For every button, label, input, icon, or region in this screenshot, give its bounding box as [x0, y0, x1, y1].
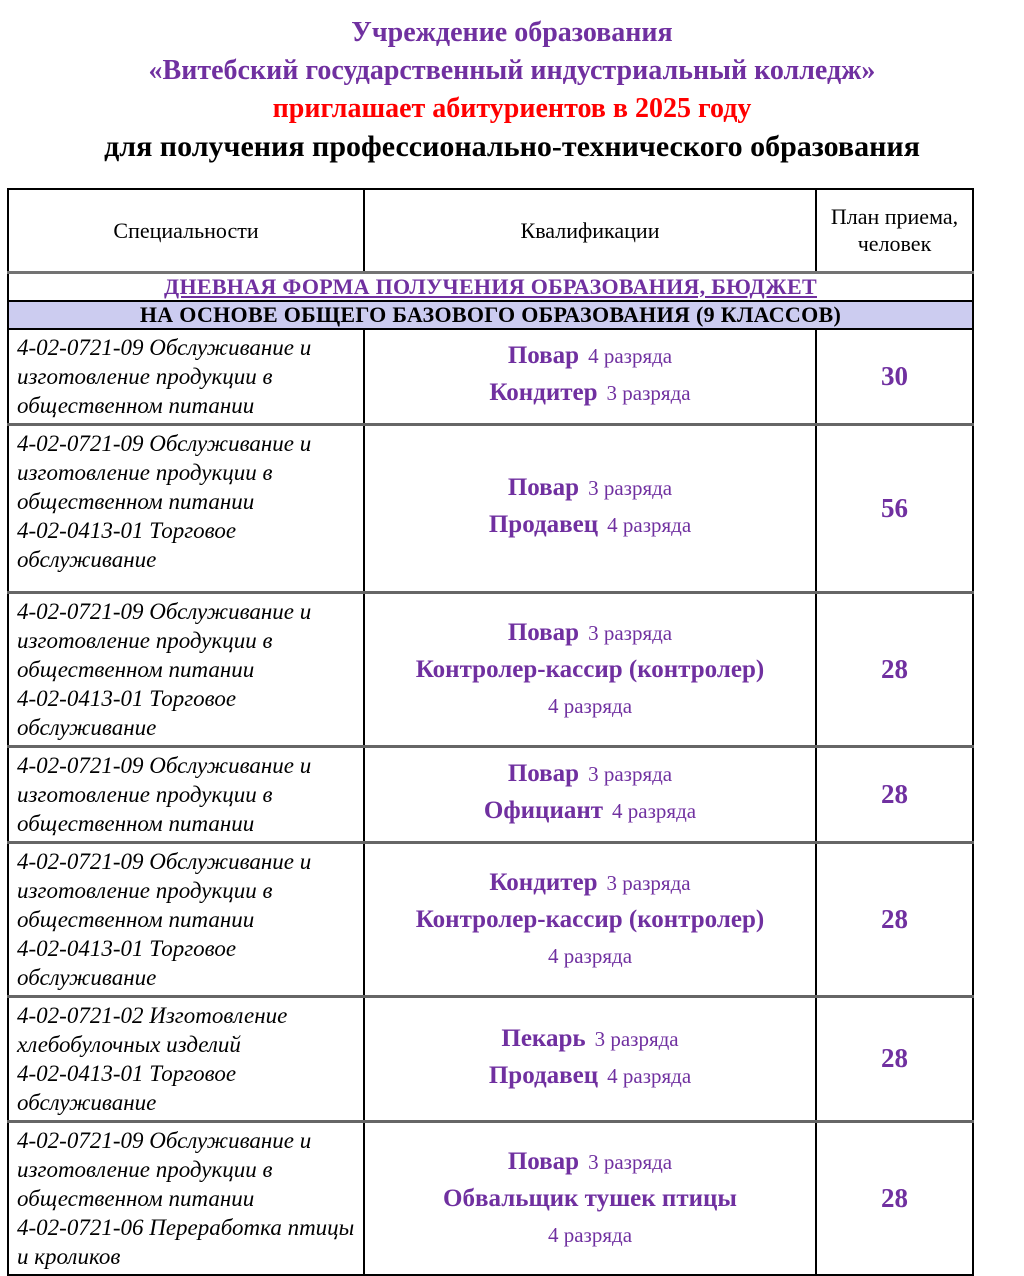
plan-number: 28 [881, 1182, 908, 1213]
column-header-plan: План приема, человек [816, 189, 973, 272]
qualification-line [371, 616, 809, 653]
table-row [8, 424, 973, 592]
qualification-grade: 4 разряда [547, 694, 633, 718]
qualification-name: Кондитер [489, 869, 598, 896]
specialty-cell [8, 329, 364, 425]
qualification-grade: 3 разряда [606, 871, 691, 895]
specialty-text: 4-02-0721-02 Изготовление хлебобулочных изделий [17, 1002, 288, 1057]
qualification-name: Контролер-кассир (контролер) [415, 656, 765, 683]
document-header [0, 14, 1024, 166]
specialty-text: 4-02-0413-01 Торговое обслуживание [17, 1060, 237, 1115]
specialty-text: 4-02-0721-09 Обслуживание и изготовление продукции в общественном питании [17, 752, 312, 836]
specialty-cell [8, 996, 364, 1121]
qualification-cell [364, 592, 816, 746]
qualification-cell [364, 424, 816, 592]
specialty-cell [8, 746, 364, 842]
section-cell [8, 272, 973, 301]
qualification-name: Продавец [488, 1061, 599, 1089]
plan-cell [816, 424, 973, 592]
table-header-row [8, 189, 973, 272]
qualification-line [371, 1182, 809, 1219]
qualification-name: Официант [483, 797, 604, 824]
qualification-grade: 3 разряда [588, 1150, 673, 1174]
title-education-type: для получения профессионально-технического образования [104, 130, 920, 163]
qualification-grade: 3 разряда [594, 1026, 679, 1051]
qualification-line [371, 1022, 809, 1059]
plan-cell [816, 592, 973, 746]
table-row [8, 996, 973, 1121]
qualification-grade: 3 разряда [588, 762, 673, 786]
qualification-name: Кондитер [489, 379, 598, 406]
specialty-text: 4-02-0721-06 Переработка птицы и кроликов [17, 1214, 355, 1269]
qualification-cell [364, 996, 816, 1121]
section-row-day-form-budget [8, 272, 973, 301]
specialty-cell [8, 424, 364, 592]
qualification-cell [364, 842, 816, 996]
qualification-line [371, 653, 809, 690]
specialty-text: 4-02-0413-01 Торговое обслуживание [17, 517, 237, 572]
plan-number: 28 [881, 903, 908, 934]
plan-number: 30 [881, 360, 908, 391]
plan-number: 28 [881, 778, 908, 809]
qualification-cell [364, 746, 816, 842]
plan-cell [816, 842, 973, 996]
qualification-name: Повар [507, 1148, 580, 1175]
qualification-name: Повар [507, 760, 580, 787]
qualification-name: Обвальщик тушек птицы [443, 1185, 737, 1212]
plan-number: 56 [881, 492, 908, 523]
qualification-line [371, 903, 809, 940]
qualification-grade: 4 разряда [607, 1063, 692, 1088]
table-row [8, 746, 973, 842]
qualification-grade: 3 разряда [588, 621, 673, 645]
qualification-line [371, 471, 809, 508]
plan-cell [816, 1121, 973, 1275]
qualification-line [371, 1145, 809, 1182]
qualification-name: Контролер-кассир (контролер) [415, 906, 765, 933]
table-head [8, 189, 973, 272]
qualification-line [371, 376, 809, 413]
title-institution-type: Учреждение образования [351, 17, 673, 48]
qualification-name: Продавец [488, 511, 599, 538]
plan-number: 28 [881, 1043, 908, 1073]
specialty-cell [8, 1121, 364, 1275]
section-day-form-label: ДНЕВНАЯ ФОРМА ПОЛУЧЕНИЯ ОБРАЗОВАНИЯ, БЮДЖЕТ [164, 273, 817, 299]
specialty-text: 4-02-0721-09 Обслуживание и изготовление продукции в общественном питании [17, 598, 312, 682]
title-invitation-2025: приглашает абитуриентов в 2025 году [272, 93, 752, 124]
qualification-line [371, 794, 809, 831]
title-college-name: «Витебский государственный индустриальный колледж» [148, 55, 876, 86]
plan-cell [816, 329, 973, 425]
admissions-table [7, 188, 974, 1276]
plan-cell [816, 996, 973, 1121]
qualification-name: Повар [507, 342, 580, 369]
qualification-grade: 3 разряда [588, 476, 673, 500]
qualification-grade: 4 разряда [588, 344, 673, 368]
section-basic-education-label: НА ОСНОВЕ ОБЩЕГО БАЗОВОГО ОБРАЗОВАНИЯ (9 КЛАССОВ) [8, 301, 973, 329]
plan-cell [816, 746, 973, 842]
qualification-cell [364, 1121, 816, 1275]
qualification-line [371, 339, 809, 376]
qualification-cell [364, 329, 816, 425]
specialty-text: 4-02-0413-01 Торговое обслуживание [17, 935, 237, 990]
table-body [8, 272, 973, 1275]
plan-number: 28 [881, 653, 908, 684]
qualification-grade: 4 разряда [612, 799, 697, 823]
specialty-text: 4-02-0721-09 Обслуживание и изготовление продукции в общественном питании [17, 848, 312, 932]
qualification-grade: 4 разряда [607, 513, 692, 537]
qualification-name: Повар [507, 619, 580, 646]
qualification-grade: 3 разряда [606, 381, 691, 405]
specialty-cell [8, 592, 364, 746]
specialty-text: 4-02-0721-09 Обслуживание и изготовление продукции в общественном питании [17, 430, 312, 514]
column-header-specialties: Специальности [8, 189, 364, 272]
specialty-cell [8, 842, 364, 996]
specialty-text: 4-02-0721-09 Обслуживание и изготовление продукции в общественном питании [17, 334, 312, 418]
table-row [8, 329, 973, 425]
qualification-line [371, 866, 809, 903]
table-row [8, 592, 973, 746]
qualification-name: Повар [507, 474, 580, 501]
qualification-line [371, 508, 809, 545]
table-row [8, 842, 973, 996]
section-row-basic-education [8, 301, 973, 329]
qualification-grade: 4 разряда [547, 944, 633, 968]
specialty-text: 4-02-0413-01 Торговое обслуживание [17, 685, 237, 740]
table-row [8, 1121, 973, 1275]
qualification-line [371, 1059, 809, 1096]
specialty-text: 4-02-0721-09 Обслуживание и изготовление продукции в общественном питании [17, 1127, 312, 1211]
qualification-name: Пекарь [501, 1024, 586, 1052]
qualification-line [371, 757, 809, 794]
qualification-grade: 4 разряда [547, 1223, 633, 1247]
column-header-qualifications: Квалификации [364, 189, 816, 272]
